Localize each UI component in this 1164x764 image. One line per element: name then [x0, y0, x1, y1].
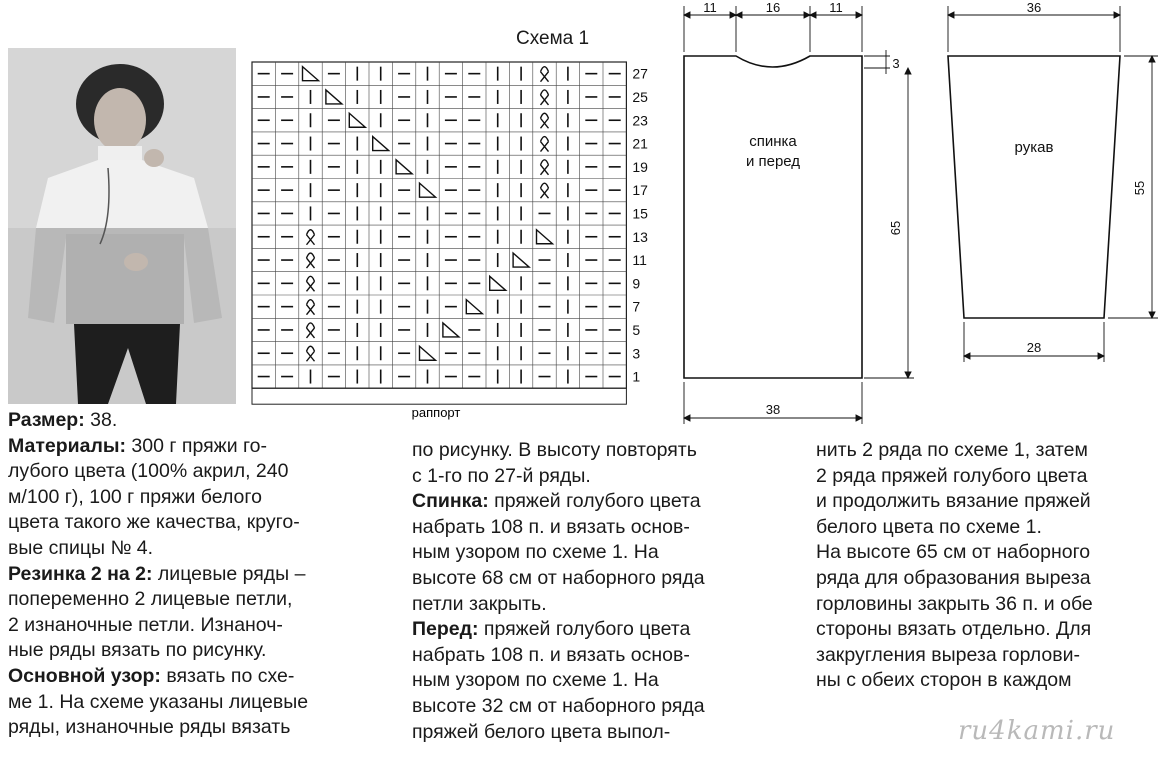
- row-number: 7: [632, 298, 641, 315]
- front-line-3: ным узором по схеме 1. На: [412, 669, 659, 692]
- decrease-triangle-icon: [373, 137, 389, 151]
- c3-line-2: 2 ряда пряжей голубого цвета: [816, 464, 1088, 487]
- crossed-stitch-icon: [541, 160, 549, 175]
- size-label: Размер:: [8, 409, 85, 431]
- rib-line-3: 2 изнаночные петли. Изнаноч-: [8, 613, 283, 636]
- front-line-1: [412, 617, 812, 643]
- decrease-triangle-icon: [466, 300, 482, 314]
- dim-top-mid: 16: [765, 0, 781, 15]
- row-number: 3: [632, 345, 641, 362]
- decrease-triangle-icon: [349, 113, 365, 127]
- decrease-triangle-icon: [326, 90, 342, 104]
- crossed-stitch-icon: [307, 323, 315, 338]
- main-pattern-line-2: ме 1. На схеме указаны лицевые: [8, 690, 309, 713]
- c3-line-8: стороны вязать отдельно. Для: [816, 618, 1092, 641]
- dim-neck-depth: 3: [892, 56, 900, 71]
- decrease-triangle-icon: [490, 276, 506, 290]
- c3-line-9: закругления выреза горлови-: [816, 643, 1080, 666]
- crossed-stitch-icon: [307, 276, 315, 291]
- materials-line-3: м/100 г), 100 г пряжи белого: [8, 485, 262, 508]
- row-number: 19: [632, 158, 648, 175]
- crossed-stitch-icon: [541, 137, 549, 152]
- decrease-triangle-icon: [513, 253, 529, 267]
- crossed-stitch-icon: [541, 67, 549, 82]
- c3-line-5: На высоте 65 см от наборного: [816, 541, 1091, 564]
- c3-line-3: и продолжить вязание пряжей: [816, 490, 1091, 513]
- back-front-label-2: и перед: [745, 153, 801, 170]
- crossed-stitch-icon: [307, 346, 315, 361]
- back-line-1: [412, 489, 812, 515]
- back-front-label-1: спинка: [749, 133, 797, 150]
- sleeve-label: рукав: [1014, 139, 1054, 156]
- crossed-stitch-icon: [307, 253, 315, 268]
- size-value: 38.: [84, 409, 118, 431]
- rib-line-1: [8, 562, 408, 588]
- row-number: 27: [632, 65, 648, 82]
- row-number: 25: [632, 88, 648, 105]
- decrease-triangle-icon: [420, 346, 436, 360]
- crossed-stitch-icon: [307, 300, 315, 315]
- main-pattern-text: вязать по схе-: [160, 664, 295, 687]
- c3-line-1: нить 2 ряда по схеме 1, затем: [816, 439, 1088, 461]
- c3-line-7: горловины закрыть 36 п. и обе: [816, 592, 1093, 615]
- row-number: 21: [632, 135, 648, 152]
- watermark: ru4kami.ru: [958, 716, 1116, 746]
- row-numbers: [632, 66, 648, 385]
- back-front-outline: [684, 56, 862, 378]
- decrease-triangle-icon: [303, 67, 319, 81]
- row-number: 13: [632, 228, 648, 245]
- materials-line-5: вые спицы № 4.: [8, 536, 154, 559]
- sleeve-outline: [948, 56, 1120, 318]
- back-label: Спинка:: [412, 490, 489, 513]
- knitting-chart: [252, 60, 648, 428]
- garment-schematics: [664, 0, 1164, 430]
- decrease-triangle-icon: [443, 323, 459, 337]
- front-line-4: высоте 32 см от наборного ряда: [412, 694, 705, 717]
- row-number: 23: [632, 112, 648, 129]
- chart-title: Схема 1: [516, 28, 590, 49]
- dim-top-left: 11: [703, 0, 717, 15]
- crossed-stitch-icon: [307, 230, 315, 245]
- rapport-bar: [252, 388, 626, 404]
- decrease-triangle-icon: [396, 160, 412, 174]
- back-line-3: ным узором по схеме 1. На: [412, 541, 659, 564]
- crossed-stitch-icon: [541, 183, 549, 198]
- front-line-5: пряжей белого цвета выпол-: [412, 720, 671, 743]
- front-line-2: набрать 108 п. и вязать основ-: [412, 643, 690, 666]
- instructions-column-3: [816, 438, 1164, 694]
- instructions-column-1: [8, 408, 408, 741]
- back-line-4: высоте 68 см от наборного ряда: [412, 566, 705, 589]
- row-number: 9: [632, 275, 641, 292]
- model-photo: [8, 48, 236, 404]
- materials-line-2: лубого цвета (100% акрил, 240: [8, 460, 289, 483]
- repeat-line-1: по рисунку. В высоту повторять: [412, 439, 697, 461]
- decrease-triangle-icon: [420, 183, 436, 197]
- rapport-label: раппорт: [411, 405, 461, 420]
- front-label: Перед:: [412, 618, 479, 641]
- rib-label: Резинка 2 на 2:: [8, 562, 153, 585]
- size-line: [8, 408, 408, 434]
- materials-text: 300 г пряжи го-: [126, 434, 268, 457]
- materials-line-4: цвета такого же качества, круго-: [8, 511, 300, 534]
- c3-line-10: ны с обеих сторон в каждом: [816, 669, 1072, 692]
- instructions-column-2: [412, 438, 812, 745]
- dim-back-height: 65: [888, 220, 903, 236]
- main-pattern-label: Основной узор:: [8, 664, 161, 687]
- dim-back-bottom: 38: [765, 402, 781, 417]
- main-pattern-line-3: ряды, изнаночные ряды вязать: [8, 716, 291, 739]
- c3-line-4: белого цвета по схеме 1.: [816, 515, 1042, 538]
- row-number: 17: [632, 182, 648, 199]
- row-number: 15: [632, 205, 648, 222]
- model-figure-image: [8, 48, 236, 404]
- main-pattern-line-1: [8, 664, 408, 690]
- dim-sleeve-bottom: 28: [1026, 340, 1042, 355]
- rib-text: лицевые ряды –: [152, 562, 306, 585]
- back-text: пряжей голубого цвета: [488, 490, 701, 513]
- back-line-2: набрать 108 п. и вязать основ-: [412, 515, 690, 538]
- dim-sleeve-height: 55: [1132, 180, 1147, 196]
- row-number: 11: [632, 252, 647, 269]
- materials-label: Материалы:: [8, 434, 126, 457]
- materials-line-1: [8, 434, 408, 460]
- repeat-line-2: с 1-го по 27-й ряды.: [412, 464, 591, 487]
- decrease-triangle-icon: [537, 230, 553, 244]
- crossed-stitch-icon: [541, 90, 549, 105]
- back-line-5: петли закрыть.: [412, 592, 547, 615]
- row-number: 1: [632, 368, 641, 385]
- row-number: 5: [632, 321, 641, 338]
- c3-line-6: ряда для образования выреза: [816, 566, 1091, 589]
- rib-line-2: попеременно 2 лицевые петли,: [8, 588, 293, 611]
- dim-top-right: 11: [829, 0, 843, 15]
- crossed-stitch-icon: [541, 113, 549, 128]
- rib-line-4: ные ряды вязать по рисунку.: [8, 639, 267, 662]
- dim-sleeve-top: 36: [1026, 0, 1042, 15]
- front-text: пряжей голубого цвета: [478, 618, 691, 641]
